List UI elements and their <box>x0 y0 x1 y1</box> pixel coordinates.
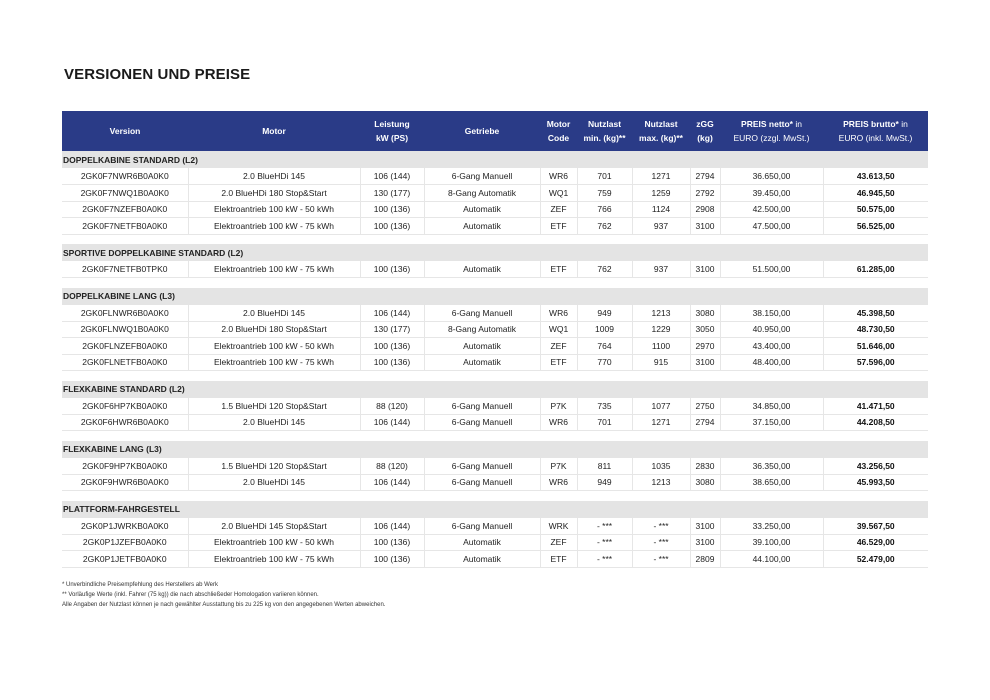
section-title: PLATTFORM-FAHRGESTELL <box>62 501 928 518</box>
cell-nutzlast-max: 937 <box>632 218 690 235</box>
cell-nutzlast-max: 937 <box>632 261 690 278</box>
section-spacer <box>62 431 928 441</box>
table-row <box>62 168 928 185</box>
cell-zgg: 2908 <box>690 201 720 218</box>
cell-motor: 2.0 BlueHDi 145 <box>188 414 360 431</box>
cell-preis-netto: 34.850,00 <box>720 398 823 415</box>
cell-leistung: 100 (136) <box>360 338 424 355</box>
table-row <box>62 201 928 218</box>
cell-getriebe: Automatik <box>424 261 540 278</box>
cell-preis-brutto: 43.256,50 <box>823 458 928 475</box>
cell-preis-brutto: 56.525,00 <box>823 218 928 235</box>
cell-motor-code: WR6 <box>540 168 577 185</box>
section-header-row <box>62 244 928 261</box>
header-nutzlast-max: Nutzlast max. (kg)** <box>632 111 690 151</box>
cell-preis-netto: 38.150,00 <box>720 305 823 322</box>
cell-motor-code: ZEF <box>540 338 577 355</box>
cell-getriebe: 6-Gang Manuell <box>424 398 540 415</box>
cell-preis-brutto: 48.730,50 <box>823 321 928 338</box>
cell-version: 2GK0F7NETFB0A0K0 <box>62 218 188 235</box>
cell-leistung: 130 (177) <box>360 185 424 202</box>
cell-nutzlast-max: 1271 <box>632 414 690 431</box>
section-header-row <box>62 151 928 168</box>
footnote: ** Vorläufige Werte (inkl. Fahrer (75 kg)) die nach abschließeder Homologation variieren können. <box>62 592 319 598</box>
cell-version: 2GK0F6HP7KB0A0K0 <box>62 398 188 415</box>
header-getriebe: Getriebe <box>424 111 540 151</box>
cell-motor: 2.0 BlueHDi 145 <box>188 305 360 322</box>
cell-leistung: 100 (136) <box>360 261 424 278</box>
cell-nutzlast-max: 1259 <box>632 185 690 202</box>
section-header-row <box>62 381 928 398</box>
cell-nutzlast-max: 1124 <box>632 201 690 218</box>
cell-version: 2GK0P1JZEFB0A0K0 <box>62 534 188 551</box>
cell-zgg: 2794 <box>690 414 720 431</box>
cell-preis-netto: 38.650,00 <box>720 474 823 491</box>
cell-preis-netto: 43.400,00 <box>720 338 823 355</box>
cell-zgg: 2792 <box>690 185 720 202</box>
table-row <box>62 261 928 278</box>
cell-motor-code: WR6 <box>540 474 577 491</box>
cell-version: 2GK0FLNZEFB0A0K0 <box>62 338 188 355</box>
cell-zgg: 2809 <box>690 551 720 568</box>
cell-nutzlast-max: 1077 <box>632 398 690 415</box>
cell-leistung: 88 (120) <box>360 458 424 475</box>
price-table <box>62 111 928 568</box>
cell-nutzlast-min: 762 <box>577 218 632 235</box>
cell-motor: 2.0 BlueHDi 145 <box>188 168 360 185</box>
cell-nutzlast-min: 949 <box>577 305 632 322</box>
cell-preis-netto: 39.100,00 <box>720 534 823 551</box>
cell-getriebe: Automatik <box>424 338 540 355</box>
section-title: SPORTIVE DOPPELKABINE STANDARD (L2) <box>62 244 928 261</box>
footnotes <box>62 580 385 610</box>
header-nutzlast-min: Nutzlast min. (kg)** <box>577 111 632 151</box>
table-body <box>62 151 928 567</box>
cell-version: 2GK0FLNWR6B0A0K0 <box>62 305 188 322</box>
cell-preis-brutto: 57.596,00 <box>823 354 928 371</box>
cell-leistung: 100 (136) <box>360 201 424 218</box>
cell-preis-brutto: 46.945,50 <box>823 185 928 202</box>
cell-nutzlast-min: 759 <box>577 185 632 202</box>
cell-leistung: 100 (136) <box>360 551 424 568</box>
cell-nutzlast-max: 1035 <box>632 458 690 475</box>
cell-leistung: 106 (144) <box>360 168 424 185</box>
cell-preis-brutto: 39.567,50 <box>823 518 928 535</box>
cell-leistung: 88 (120) <box>360 398 424 415</box>
cell-version: 2GK0FLNWQ1B0A0K0 <box>62 321 188 338</box>
cell-nutzlast-min: - *** <box>577 518 632 535</box>
section-header-row <box>62 441 928 458</box>
cell-preis-netto: 48.400,00 <box>720 354 823 371</box>
footnote: * Unverbindliche Preisempfehlung des Herstellers ab Werk <box>62 582 218 588</box>
table-row <box>62 551 928 568</box>
cell-version: 2GK0F7NETFB0TPK0 <box>62 261 188 278</box>
cell-zgg: 3100 <box>690 261 720 278</box>
cell-getriebe: Automatik <box>424 534 540 551</box>
cell-motor: 2.0 BlueHDi 180 Stop&Start <box>188 185 360 202</box>
cell-getriebe: Automatik <box>424 354 540 371</box>
cell-version: 2GK0P1JETFB0A0K0 <box>62 551 188 568</box>
cell-preis-netto: 44.100,00 <box>720 551 823 568</box>
section-spacer <box>62 278 928 288</box>
table-row <box>62 185 928 202</box>
cell-motor: Elektroantrieb 100 kW - 75 kWh <box>188 354 360 371</box>
cell-motor-code: WQ1 <box>540 321 577 338</box>
cell-motor: Elektroantrieb 100 kW - 50 kWh <box>188 338 360 355</box>
cell-leistung: 106 (144) <box>360 414 424 431</box>
cell-leistung: 106 (144) <box>360 474 424 491</box>
cell-motor-code: ETF <box>540 354 577 371</box>
cell-zgg: 3080 <box>690 305 720 322</box>
cell-preis-brutto: 45.398,50 <box>823 305 928 322</box>
section-spacer <box>62 234 928 244</box>
cell-preis-brutto: 51.646,00 <box>823 338 928 355</box>
section-title: FLEXKABINE LANG (L3) <box>62 441 928 458</box>
table-header-row <box>62 111 928 151</box>
page-title: VERSIONEN UND PREISE <box>64 66 251 83</box>
section-header-row <box>62 501 928 518</box>
cell-preis-brutto: 52.479,00 <box>823 551 928 568</box>
cell-getriebe: 6-Gang Manuell <box>424 474 540 491</box>
cell-nutzlast-min: 762 <box>577 261 632 278</box>
cell-version: 2GK0F7NWR6B0A0K0 <box>62 168 188 185</box>
cell-nutzlast-min: 735 <box>577 398 632 415</box>
table-row <box>62 458 928 475</box>
cell-preis-netto: 42.500,00 <box>720 201 823 218</box>
cell-getriebe: 6-Gang Manuell <box>424 168 540 185</box>
cell-leistung: 100 (136) <box>360 218 424 235</box>
cell-motor: Elektroantrieb 100 kW - 50 kWh <box>188 534 360 551</box>
cell-nutzlast-max: 1271 <box>632 168 690 185</box>
cell-getriebe: 6-Gang Manuell <box>424 414 540 431</box>
cell-getriebe: 8-Gang Automatik <box>424 185 540 202</box>
cell-getriebe: 6-Gang Manuell <box>424 518 540 535</box>
cell-motor: Elektroantrieb 100 kW - 75 kWh <box>188 551 360 568</box>
cell-zgg: 3100 <box>690 534 720 551</box>
cell-nutzlast-min: 811 <box>577 458 632 475</box>
table-row <box>62 518 928 535</box>
cell-nutzlast-max: - *** <box>632 518 690 535</box>
cell-nutzlast-min: 766 <box>577 201 632 218</box>
table-row <box>62 398 928 415</box>
cell-leistung: 100 (136) <box>360 534 424 551</box>
cell-preis-netto: 39.450,00 <box>720 185 823 202</box>
cell-preis-netto: 37.150,00 <box>720 414 823 431</box>
cell-nutzlast-min: 701 <box>577 168 632 185</box>
cell-preis-netto: 47.500,00 <box>720 218 823 235</box>
cell-getriebe: 8-Gang Automatik <box>424 321 540 338</box>
cell-nutzlast-min: 949 <box>577 474 632 491</box>
table-row <box>62 474 928 491</box>
cell-leistung: 130 (177) <box>360 321 424 338</box>
cell-nutzlast-min: 770 <box>577 354 632 371</box>
cell-version: 2GK0FLNETFB0A0K0 <box>62 354 188 371</box>
cell-preis-brutto: 50.575,00 <box>823 201 928 218</box>
cell-zgg: 2970 <box>690 338 720 355</box>
cell-zgg: 3080 <box>690 474 720 491</box>
cell-getriebe: Automatik <box>424 551 540 568</box>
cell-zgg: 3100 <box>690 518 720 535</box>
cell-motor: Elektroantrieb 100 kW - 75 kWh <box>188 218 360 235</box>
cell-motor-code: ETF <box>540 551 577 568</box>
footnote: Alle Angaben der Nutzlast können je nach gewählter Ausstattung bis zu 225 kg von den angegebenen Werten abweichen. <box>62 602 386 608</box>
header-version: Version <box>62 111 188 151</box>
cell-motor-code: ZEF <box>540 534 577 551</box>
table-row <box>62 414 928 431</box>
table-row <box>62 338 928 355</box>
cell-motor-code: WR6 <box>540 414 577 431</box>
cell-leistung: 100 (136) <box>360 354 424 371</box>
cell-motor-code: WR6 <box>540 305 577 322</box>
cell-version: 2GK0F9HP7KB0A0K0 <box>62 458 188 475</box>
cell-motor-code: P7K <box>540 398 577 415</box>
cell-leistung: 106 (144) <box>360 305 424 322</box>
cell-version: 2GK0F6HWR6B0A0K0 <box>62 414 188 431</box>
cell-preis-netto: 36.650,00 <box>720 168 823 185</box>
cell-preis-brutto: 43.613,50 <box>823 168 928 185</box>
cell-motor-code: ZEF <box>540 201 577 218</box>
cell-nutzlast-min: 764 <box>577 338 632 355</box>
cell-motor-code: P7K <box>540 458 577 475</box>
cell-nutzlast-max: - *** <box>632 551 690 568</box>
cell-nutzlast-min: 701 <box>577 414 632 431</box>
cell-preis-netto: 33.250,00 <box>720 518 823 535</box>
cell-preis-brutto: 44.208,50 <box>823 414 928 431</box>
cell-nutzlast-min: 1009 <box>577 321 632 338</box>
cell-zgg: 3100 <box>690 218 720 235</box>
cell-leistung: 106 (144) <box>360 518 424 535</box>
cell-nutzlast-min: - *** <box>577 551 632 568</box>
cell-preis-netto: 36.350,00 <box>720 458 823 475</box>
cell-getriebe: Automatik <box>424 218 540 235</box>
section-title: DOPPELKABINE LANG (L3) <box>62 288 928 305</box>
cell-version: 2GK0F9HWR6B0A0K0 <box>62 474 188 491</box>
cell-preis-brutto: 45.993,50 <box>823 474 928 491</box>
cell-getriebe: 6-Gang Manuell <box>424 458 540 475</box>
cell-motor-code: ETF <box>540 218 577 235</box>
cell-zgg: 2794 <box>690 168 720 185</box>
cell-motor: 2.0 BlueHDi 180 Stop&Start <box>188 321 360 338</box>
table-row <box>62 354 928 371</box>
cell-getriebe: Automatik <box>424 201 540 218</box>
cell-zgg: 2830 <box>690 458 720 475</box>
cell-preis-netto: 51.500,00 <box>720 261 823 278</box>
cell-zgg: 3100 <box>690 354 720 371</box>
section-header-row <box>62 288 928 305</box>
table-row <box>62 534 928 551</box>
table-row <box>62 305 928 322</box>
cell-nutzlast-max: 1213 <box>632 305 690 322</box>
cell-nutzlast-max: 1100 <box>632 338 690 355</box>
cell-nutzlast-max: 915 <box>632 354 690 371</box>
cell-version: 2GK0F7NZEFB0A0K0 <box>62 201 188 218</box>
section-spacer <box>62 371 928 381</box>
cell-motor: 1.5 BlueHDi 120 Stop&Start <box>188 398 360 415</box>
header-preis-brutto: PREIS brutto* in EURO (inkl. MwSt.) <box>823 111 928 151</box>
cell-preis-netto: 40.950,00 <box>720 321 823 338</box>
cell-version: 2GK0F7NWQ1B0A0K0 <box>62 185 188 202</box>
cell-preis-brutto: 46.529,00 <box>823 534 928 551</box>
cell-getriebe: 6-Gang Manuell <box>424 305 540 322</box>
cell-motor-code: WQ1 <box>540 185 577 202</box>
cell-nutzlast-max: 1229 <box>632 321 690 338</box>
section-title: FLEXKABINE STANDARD (L2) <box>62 381 928 398</box>
section-title: DOPPELKABINE STANDARD (L2) <box>62 151 928 168</box>
section-spacer <box>62 491 928 501</box>
cell-motor: 2.0 BlueHDi 145 <box>188 474 360 491</box>
header-preis-netto: PREIS netto* in EURO (zzgl. MwSt.) <box>720 111 823 151</box>
cell-motor: 2.0 BlueHDi 145 Stop&Start <box>188 518 360 535</box>
cell-zgg: 2750 <box>690 398 720 415</box>
cell-preis-brutto: 41.471,50 <box>823 398 928 415</box>
header-motor: Motor <box>188 111 360 151</box>
cell-version: 2GK0P1JWRKB0A0K0 <box>62 518 188 535</box>
cell-motor-code: WRK <box>540 518 577 535</box>
cell-nutzlast-min: - *** <box>577 534 632 551</box>
cell-nutzlast-max: - *** <box>632 534 690 551</box>
header-leistung: Leistung kW (PS) <box>360 111 424 151</box>
header-motor-code: Motor Code <box>540 111 577 151</box>
cell-motor: Elektroantrieb 100 kW - 50 kWh <box>188 201 360 218</box>
header-zgg: zGG (kg) <box>690 111 720 151</box>
cell-nutzlast-max: 1213 <box>632 474 690 491</box>
table-row <box>62 218 928 235</box>
cell-motor: Elektroantrieb 100 kW - 75 kWh <box>188 261 360 278</box>
table-row <box>62 321 928 338</box>
cell-zgg: 3050 <box>690 321 720 338</box>
cell-preis-brutto: 61.285,00 <box>823 261 928 278</box>
cell-motor-code: ETF <box>540 261 577 278</box>
cell-motor: 1.5 BlueHDi 120 Stop&Start <box>188 458 360 475</box>
